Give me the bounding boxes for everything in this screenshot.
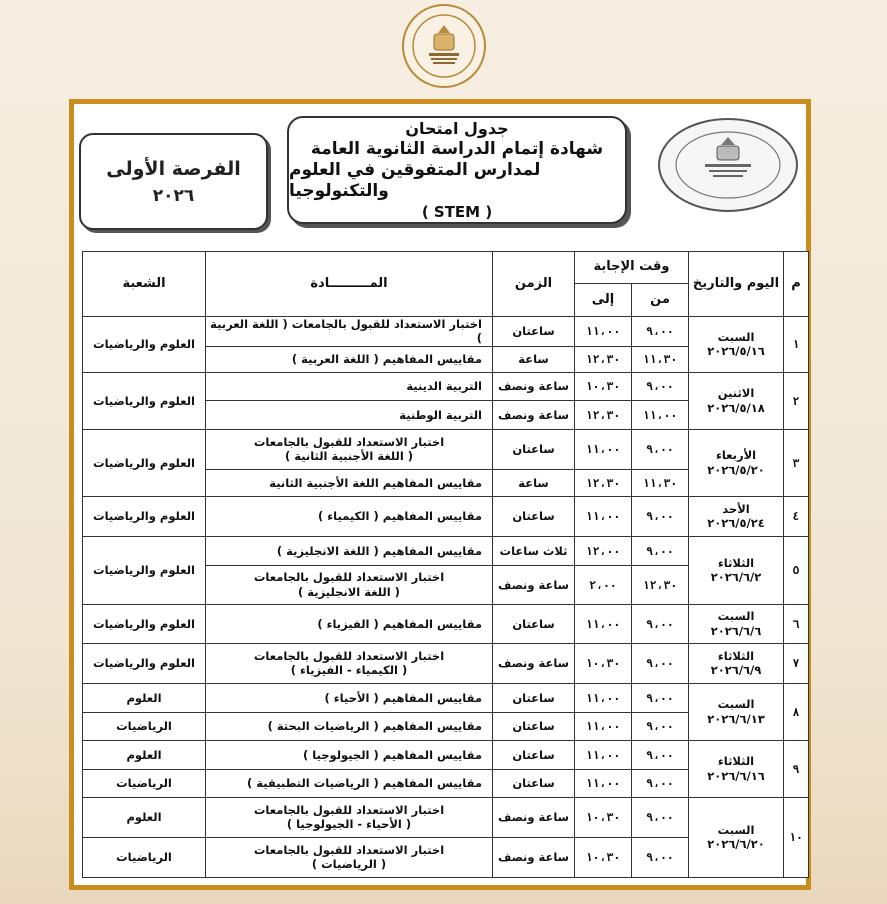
day-date-cell bbox=[689, 536, 784, 604]
subject: مقاييس المفاهيم ( الأحياء ) bbox=[206, 683, 493, 712]
row-num: ٢ bbox=[784, 372, 809, 429]
branch: العلوم bbox=[83, 797, 206, 837]
col-header-from: من bbox=[632, 284, 689, 317]
row-num: ١ bbox=[784, 317, 809, 373]
duration: ساعتان bbox=[493, 769, 575, 797]
time-from: ٩،٠٠ bbox=[632, 837, 689, 877]
time-to: ٢،٠٠ bbox=[575, 565, 632, 604]
branch: الرياضيات bbox=[83, 712, 206, 740]
branch: العلوم والرياضيات bbox=[83, 372, 206, 429]
time-to: ١٢،٣٠ bbox=[575, 346, 632, 372]
duration: ساعتان bbox=[493, 429, 575, 469]
row-num: ٣ bbox=[784, 429, 809, 496]
table-row bbox=[83, 683, 809, 712]
day-date-cell bbox=[689, 604, 784, 643]
time-to: ١٢،٠٠ bbox=[575, 536, 632, 565]
time-from: ٩،٠٠ bbox=[632, 429, 689, 469]
time-from: ٩،٠٠ bbox=[632, 740, 689, 769]
col-header-day-date: اليوم والتاريخ bbox=[689, 252, 784, 317]
day-name: السبت bbox=[717, 822, 755, 837]
exam-date: ٢٠٢٦/٦/١٣ bbox=[707, 711, 765, 726]
branch: العلوم والرياضيات bbox=[83, 496, 206, 536]
table-row bbox=[83, 740, 809, 769]
exam-date: ٢٠٢٦/٦/٢ bbox=[710, 570, 762, 585]
subject: مقاييس المفاهيم ( اللغة الانجليزية ) bbox=[206, 536, 493, 565]
time-from: ٩،٠٠ bbox=[632, 643, 689, 683]
ministry-emblem-logo bbox=[657, 117, 799, 213]
time-from: ١١،٣٠ bbox=[632, 346, 689, 372]
row-num: ١٠ bbox=[784, 797, 809, 877]
exam-date: ٢٠٢٦/٥/٢٠ bbox=[707, 462, 765, 477]
day-name: الأحد bbox=[722, 501, 750, 516]
day-date-cell bbox=[689, 429, 784, 496]
branch: الرياضيات bbox=[83, 837, 206, 877]
duration: ساعة bbox=[493, 469, 575, 496]
subject: مقاييس المفاهيم ( الفيزياء ) bbox=[206, 604, 493, 643]
time-to: ١١،٠٠ bbox=[575, 429, 632, 469]
time-from: ٩،٠٠ bbox=[632, 536, 689, 565]
day-name: الأربعاء bbox=[715, 448, 757, 463]
subject bbox=[206, 643, 493, 683]
duration: ساعة bbox=[493, 346, 575, 372]
table-row bbox=[83, 429, 809, 469]
branch: العلوم والرياضيات bbox=[83, 429, 206, 496]
time-from: ٩،٠٠ bbox=[632, 769, 689, 797]
duration: ساعة ونصف bbox=[493, 643, 575, 683]
ministry-seal-logo bbox=[401, 3, 487, 89]
time-from: ٩،٠٠ bbox=[632, 496, 689, 536]
time-to: ١٠،٣٠ bbox=[575, 837, 632, 877]
time-from: ١١،٠٠ bbox=[632, 400, 689, 429]
exam-date: ٢٠٢٦/٦/١٦ bbox=[707, 768, 765, 783]
time-to: ١١،٠٠ bbox=[575, 740, 632, 769]
table-header-row bbox=[83, 252, 809, 284]
subject: اختبار الاستعداد للقبول بالجامعات ( اللغة العربية ) bbox=[206, 317, 493, 347]
subject-line-2: ( اللغة الانجليزية ) bbox=[298, 584, 400, 599]
exam-date: ٢٠٢٦/٥/٢٤ bbox=[707, 516, 765, 531]
duration: ساعة ونصف bbox=[493, 565, 575, 604]
subject-line-1: اختبار الاستعداد للقبول بالجامعات bbox=[253, 648, 445, 663]
exam-date: ٢٠٢٦/٥/١٨ bbox=[707, 400, 765, 415]
duration: ساعتان bbox=[493, 317, 575, 347]
row-num: ٨ bbox=[784, 683, 809, 740]
title-line-4: ( STEM ) bbox=[421, 202, 493, 221]
time-to: ١١،٠٠ bbox=[575, 604, 632, 643]
row-num: ٤ bbox=[784, 496, 809, 536]
day-date-cell bbox=[689, 643, 784, 683]
subject: مقاييس المفاهيم ( الرياضيات البحتة ) bbox=[206, 712, 493, 740]
day-name: السبت bbox=[717, 609, 755, 624]
duration: ساعتان bbox=[493, 712, 575, 740]
time-from: ٩،٠٠ bbox=[632, 683, 689, 712]
col-header-to: إلى bbox=[575, 284, 632, 317]
title-line-2: شهادة إتمام الدراسة الثانوية العامة bbox=[310, 138, 604, 159]
time-from: ٩،٠٠ bbox=[632, 317, 689, 347]
exam-date: ٢٠٢٦/٦/٦ bbox=[710, 623, 762, 638]
day-date-cell bbox=[689, 496, 784, 536]
branch: العلوم والرياضيات bbox=[83, 643, 206, 683]
subject: مقاييس المفاهيم ( الكيمياء ) bbox=[206, 496, 493, 536]
exam-date: ٢٠٢٦/٦/٩ bbox=[710, 663, 762, 678]
subject-line-1: اختبار الاستعداد للقبول بالجامعات bbox=[253, 434, 445, 449]
subject-line-1: اختبار الاستعداد للقبول بالجامعات bbox=[253, 842, 445, 857]
duration: ساعة ونصف bbox=[493, 400, 575, 429]
time-from: ٩،٠٠ bbox=[632, 604, 689, 643]
duration: ساعتان bbox=[493, 740, 575, 769]
time-to: ١٠،٣٠ bbox=[575, 797, 632, 837]
subject-line-2: ( الرياضيات ) bbox=[311, 857, 387, 872]
exam-chance-box bbox=[79, 133, 268, 230]
duration: ساعتان bbox=[493, 496, 575, 536]
table-row bbox=[83, 643, 809, 683]
exam-date: ٢٠٢٦/٦/٢٠ bbox=[707, 837, 765, 852]
subject-line-2: ( الكيمياء - الفيزياء ) bbox=[290, 663, 408, 678]
chance-label: الفرصة الأولى bbox=[106, 157, 241, 180]
subject: مقاييس المفاهيم ( الرياضيات التطبيقية ) bbox=[206, 769, 493, 797]
time-to: ١٢،٣٠ bbox=[575, 469, 632, 496]
col-header-answer-time: وقت الإجابة bbox=[575, 252, 689, 284]
branch: العلوم bbox=[83, 740, 206, 769]
subject bbox=[206, 837, 493, 877]
branch: العلوم bbox=[83, 683, 206, 712]
subject: التربية الوطنية bbox=[206, 400, 493, 429]
day-date-cell bbox=[689, 372, 784, 429]
exam-date: ٢٠٢٦/٥/١٦ bbox=[707, 344, 765, 359]
title-line-3: لمدارس المتفوقين في العلوم والتكنولوجيا bbox=[289, 160, 541, 202]
time-from: ٩،٠٠ bbox=[632, 372, 689, 400]
col-header-duration: الزمن bbox=[493, 252, 575, 317]
subject: التربية الدينية bbox=[206, 372, 493, 400]
day-name: السبت bbox=[717, 330, 755, 344]
branch: الرياضيات bbox=[83, 769, 206, 797]
time-from: ٩،٠٠ bbox=[632, 797, 689, 837]
table-row bbox=[83, 604, 809, 643]
row-num: ٥ bbox=[784, 536, 809, 604]
day-name: الثلاثاء bbox=[717, 648, 755, 663]
subject-line-2: ( الأحياء - الجيولوجيا ) bbox=[286, 817, 412, 832]
row-num: ٦ bbox=[784, 604, 809, 643]
duration: ساعة ونصف bbox=[493, 372, 575, 400]
time-to: ١١،٠٠ bbox=[575, 317, 632, 347]
day-date-cell bbox=[689, 317, 784, 373]
table-row bbox=[83, 317, 809, 347]
row-num: ٩ bbox=[784, 740, 809, 797]
day-date-cell bbox=[689, 797, 784, 877]
duration: ساعتان bbox=[493, 604, 575, 643]
table-row bbox=[83, 797, 809, 837]
title-box bbox=[287, 116, 627, 224]
time-to: ١١،٠٠ bbox=[575, 712, 632, 740]
time-to: ١١،٠٠ bbox=[575, 496, 632, 536]
duration: ثلاث ساعات bbox=[493, 536, 575, 565]
day-name: الاثنين bbox=[717, 386, 755, 401]
day-name: الثلاثاء bbox=[717, 555, 755, 570]
day-date-cell bbox=[689, 740, 784, 797]
subject bbox=[206, 565, 493, 604]
duration: ساعة ونصف bbox=[493, 837, 575, 877]
duration: ساعة ونصف bbox=[493, 797, 575, 837]
branch: العلوم والرياضيات bbox=[83, 536, 206, 604]
time-to: ١٠،٣٠ bbox=[575, 643, 632, 683]
table-row bbox=[83, 372, 809, 400]
time-to: ١١،٠٠ bbox=[575, 683, 632, 712]
col-header-num: م bbox=[784, 252, 809, 317]
branch: العلوم والرياضيات bbox=[83, 317, 206, 373]
day-date-cell bbox=[689, 683, 784, 740]
row-num: ٧ bbox=[784, 643, 809, 683]
col-header-subject: المـــــــــادة bbox=[206, 252, 493, 317]
table-row bbox=[83, 496, 809, 536]
day-name: الثلاثاء bbox=[717, 754, 755, 769]
day-name: السبت bbox=[717, 697, 755, 712]
subject bbox=[206, 429, 493, 469]
branch: العلوم والرياضيات bbox=[83, 604, 206, 643]
subject-line-2: ( اللغة الأجنبية الثانية ) bbox=[284, 449, 414, 464]
subject-line-1: اختبار الاستعداد للقبول بالجامعات bbox=[253, 570, 445, 585]
exam-year: ٢٠٢٦ bbox=[152, 185, 195, 206]
exam-schedule-table bbox=[82, 251, 809, 878]
subject bbox=[206, 797, 493, 837]
time-to: ١١،٠٠ bbox=[575, 769, 632, 797]
time-from: ١١،٣٠ bbox=[632, 469, 689, 496]
subject: مقاييس المفاهيم ( اللغة العربية ) bbox=[206, 346, 493, 372]
duration: ساعتان bbox=[493, 683, 575, 712]
title-line-1: جدول امتحان bbox=[405, 118, 509, 138]
time-from: ٩،٠٠ bbox=[632, 712, 689, 740]
subject: مقاييس المفاهيم اللغة الأجنبية الثانية bbox=[206, 469, 493, 496]
col-header-branch: الشعبة bbox=[83, 252, 206, 317]
subject-line-1: اختبار الاستعداد للقبول بالجامعات bbox=[253, 802, 445, 817]
time-to: ١٢،٣٠ bbox=[575, 400, 632, 429]
subject: مقاييس المفاهيم ( الجيولوجيا ) bbox=[206, 740, 493, 769]
time-from: ١٢،٣٠ bbox=[632, 565, 689, 604]
time-to: ١٠،٣٠ bbox=[575, 372, 632, 400]
table-row bbox=[83, 536, 809, 565]
